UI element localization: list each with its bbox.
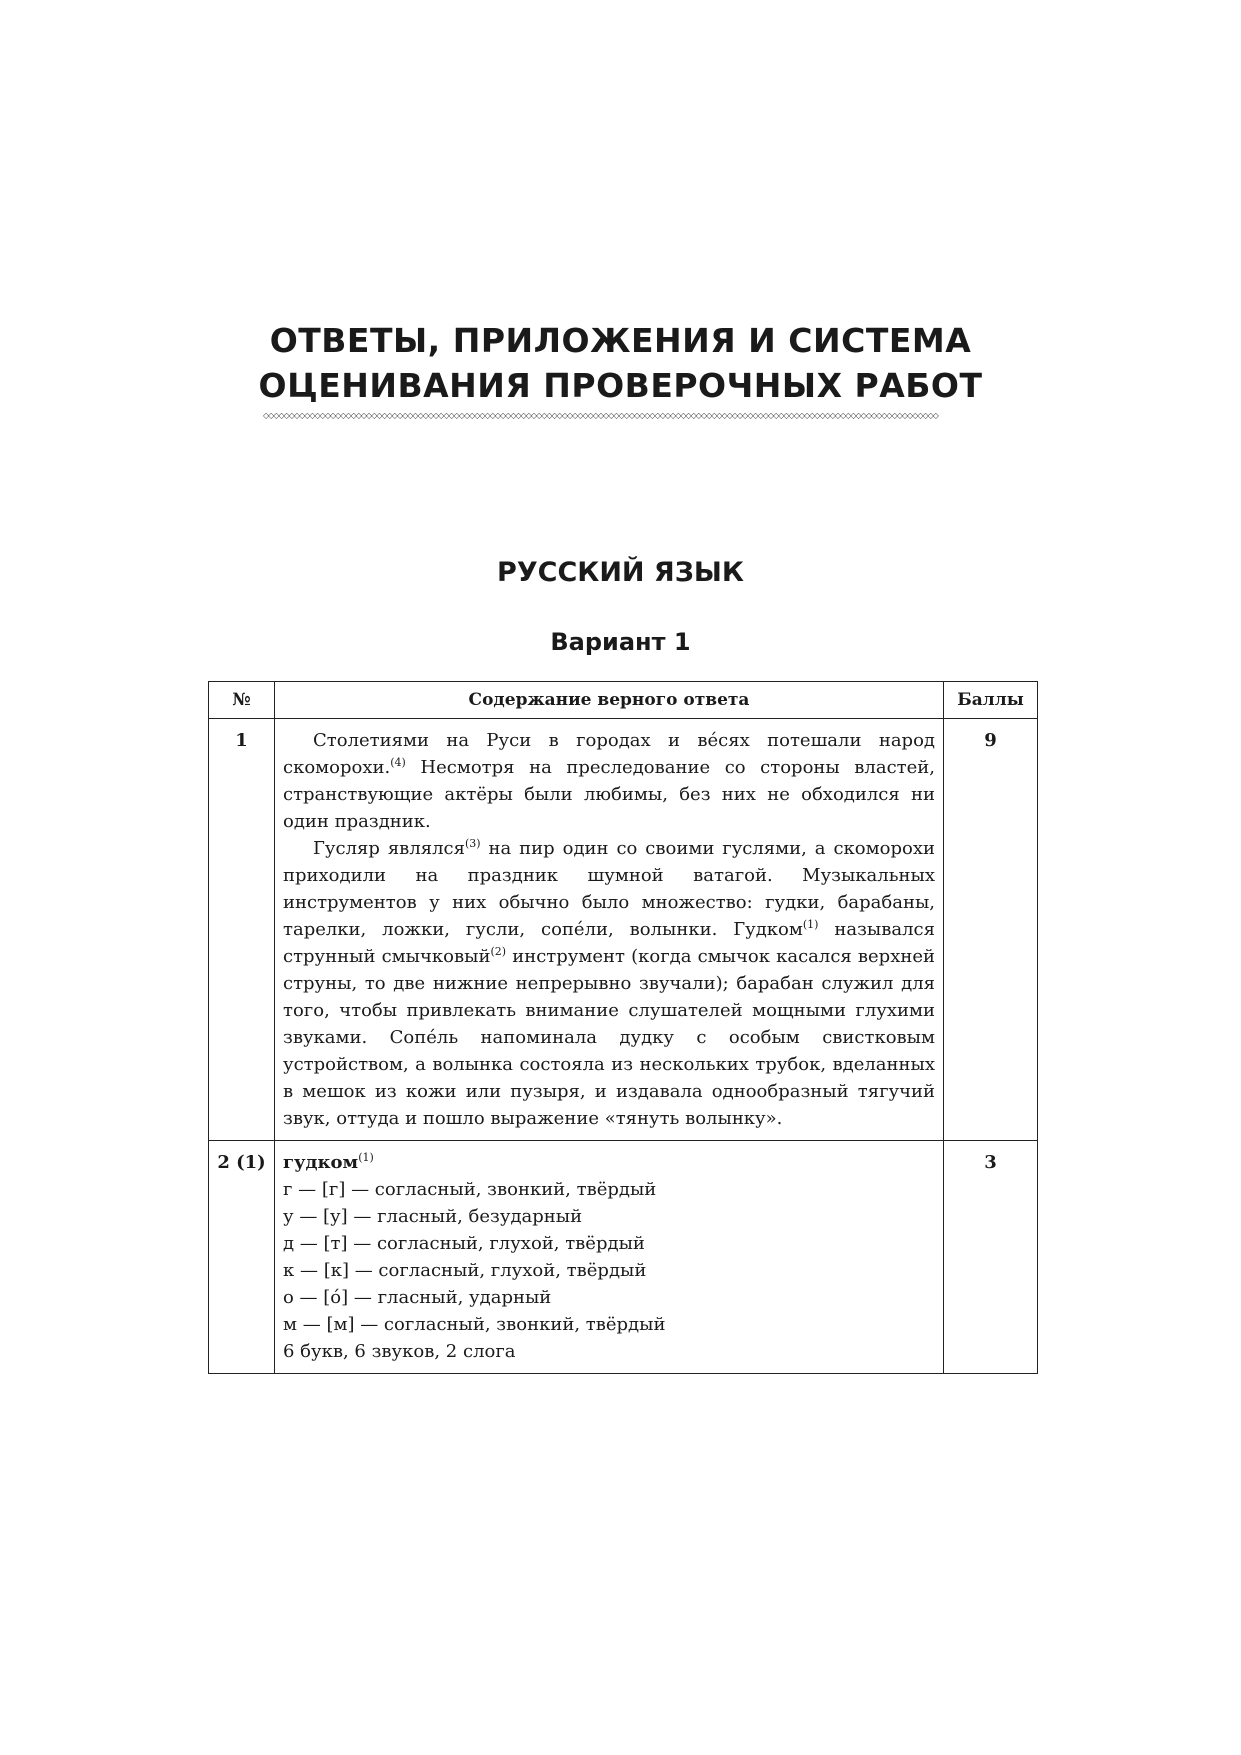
phonetic-line: м — [м] — согласный, звонкий, твёрдый [283,1314,666,1335]
footnote-mark: (2) [490,945,507,958]
row-1-content [275,719,944,1141]
phonetic-line: к — [к] — согласный, глухой, твёрдый [283,1260,647,1281]
text-fragment: Гусляр являлся [313,838,465,859]
analyzed-word-line [283,1149,935,1176]
text-fragment: Несмотря на преследование со стороны властей, странствующие актёры были любимы, без них не обходился ни один праздник. [283,757,935,832]
row-1-score: 9 [944,719,1038,1141]
row-1-num: 1 [209,719,275,1141]
phonetic-line: о — [о́] — гласный, ударный [283,1287,552,1308]
text-fragment: Столетиями на Руси в городах и ве́сях потешали народ скоморохи. [283,730,935,778]
ornament-divider: ◇◇◇◇◇◇◇◇◇◇◇◇◇◇◇◇◇◇◇◇◇◇◇◇◇◇◇◇◇◇◇◇◇◇◇◇◇◇◇◇◇◇◇◇◇◇◇◇◇◇◇◇◇◇◇◇◇◇◇◇◇◇◇◇◇◇◇◇◇◇◇◇◇◇◇◇◇◇◇◇◇◇◇◇◇◇◇◇◇◇◇◇◇◇◇◇◇◇◇◇◇◇◇◇◇◇◇◇◇◇◇◇◇◇◇◇◇◇◇◇◇◇◇◇◇◇◇◇◇◇◇ [263,411,938,420]
text-fragment: на пир один со своими гуслями, а скоморохи приходили на праздник шумной ватагой. Музыкальных инструментов у них обычно было множество: гудки, барабаны, тарелки, ложки, гусли, сопе́ли, волынки. Гудком [283,838,935,940]
answers-table [208,681,1038,1374]
row-2-num: 2 (1) [209,1141,275,1374]
footnote-mark: (1) [802,918,819,931]
row-2-score: 3 [944,1141,1038,1374]
header-num: № [209,682,275,719]
row-1-paragraph-2 [283,835,935,1132]
row-2-content [275,1141,944,1374]
footnote-mark: (4) [390,756,406,769]
footnote-mark: (1) [358,1151,374,1164]
table-header-row [209,682,1038,719]
phonetic-line: д — [т] — согласный, глухой, твёрдый [283,1233,645,1254]
phonetic-line: г — [г] — согласный, звонкий, твёрдый [283,1179,657,1200]
footnote-mark: (3) [464,837,481,850]
section-title: РУССКИЙ ЯЗЫК [497,557,744,588]
phonetic-summary: 6 букв, 6 звуков, 2 слога [283,1341,516,1362]
page-title-line-2: ОЦЕНИВАНИЯ ПРОВЕРОЧНЫХ РАБОТ [258,366,983,405]
table-row [209,1141,1038,1374]
table-row [209,719,1038,1141]
analyzed-word: гудком [283,1152,359,1173]
phonetic-line: у — [у] — гласный, безударный [283,1206,583,1227]
text-fragment: назывался струнный смычковый [283,919,935,967]
page-title [0,318,1241,408]
row-1-paragraph-1 [283,727,935,835]
variant-title: Вариант 1 [550,628,691,656]
header-score: Баллы [944,682,1038,719]
text-fragment: инструмент (когда смычок касался верхней струны, то две нижние непрерывно звучали); барабан служил для того, чтобы привлекать внимание слушателей мощными глухими звуками. Сопе́ль напоминала дудку с особым свистковым устройством, а волынка состояла из нескольких трубок, вделанных в мешок из кожи или пузыря, и издавала однообразный тягучий звук, оттуда и пошло выражение «тянуть волынку». [283,946,936,1129]
page-title-line-1: ОТВЕТЫ, ПРИЛОЖЕНИЯ И СИСТЕМА [269,321,972,360]
header-content: Содержание верного ответа [275,682,944,719]
